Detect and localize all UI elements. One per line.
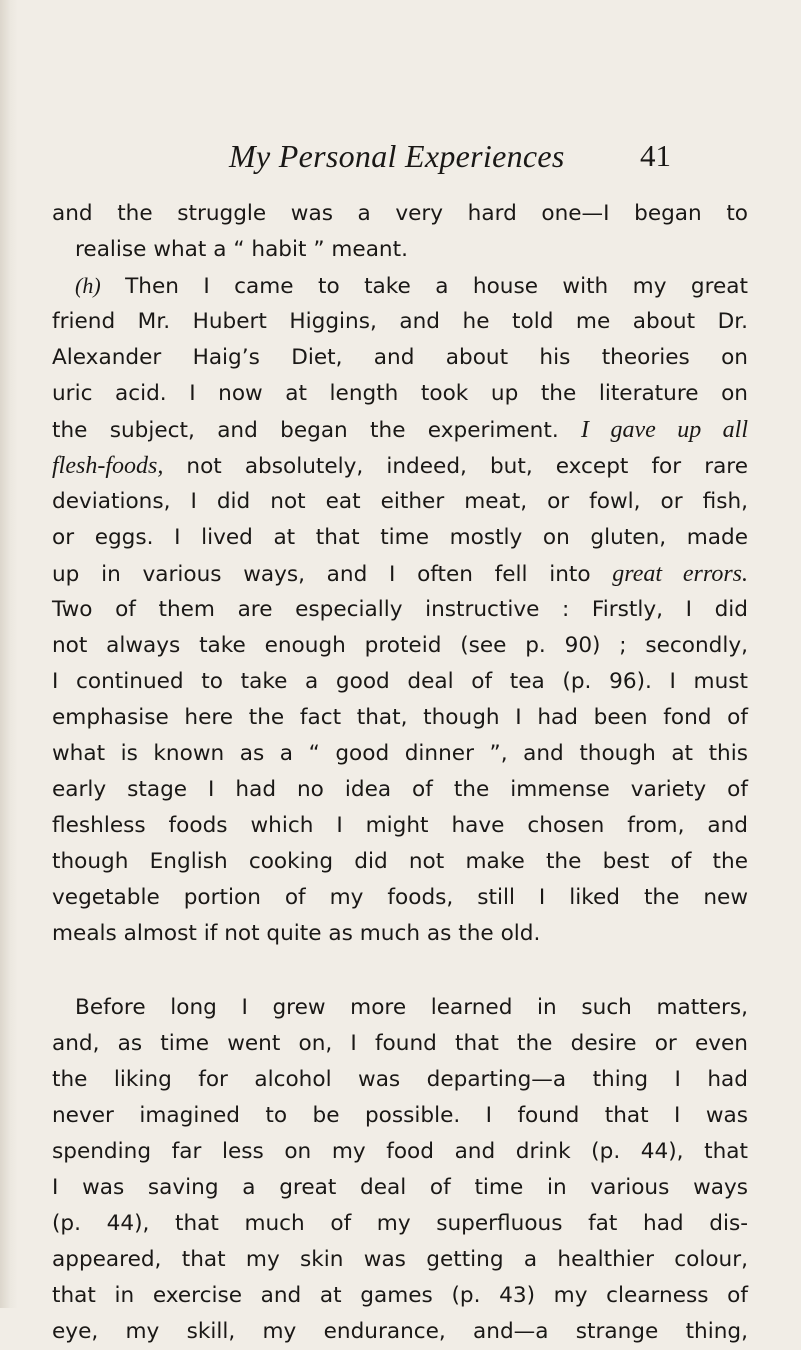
text-line: early stage I had no idea of the immense variety of bbox=[52, 777, 748, 802]
text-line: or eggs. I lived at that time mostly on gluten, made bbox=[52, 525, 748, 550]
text-line: I continued to take a good deal of tea (p. 96). I must bbox=[52, 669, 748, 694]
emphasis-text: flesh-foods, bbox=[52, 453, 164, 479]
paragraph-2 bbox=[52, 990, 748, 1350]
section-marker: (h) bbox=[75, 273, 101, 298]
text-line: Two of them are especially instructive : Firstly, I did bbox=[52, 597, 748, 622]
text-line bbox=[52, 556, 748, 592]
text-line: (p. 44), that much of my superfluous fat had dis- bbox=[52, 1211, 748, 1236]
text-line: deviations, I did not eat either meat, or fowl, or fish, bbox=[52, 489, 748, 514]
text-line: and, as time went on, I found that the desire or even bbox=[52, 1031, 748, 1056]
text-line-content: the subject, and began the experiment. bbox=[52, 418, 559, 443]
text-line: and the struggle was a very hard one—I began to bbox=[52, 201, 748, 226]
page-number: 41 bbox=[640, 138, 671, 173]
text-line: I was saving a great deal of time in various ways bbox=[52, 1175, 748, 1200]
text-line: Alexander Haig’s Diet, and about his theories on bbox=[52, 345, 748, 370]
text-line: what is known as a “ good dinner ”, and though at this bbox=[52, 741, 748, 766]
text-line: emphasise here the fact that, though I had been fond of bbox=[52, 705, 748, 730]
text-line: never imagined to be possible. I found that I was bbox=[52, 1103, 748, 1128]
text-line bbox=[52, 268, 748, 304]
text-line-content: realise what a “ habit ” meant. bbox=[75, 237, 408, 262]
text-line bbox=[52, 232, 748, 268]
paragraph-1 bbox=[52, 196, 748, 952]
body-text bbox=[52, 196, 748, 1350]
text-line bbox=[52, 990, 748, 1026]
text-line: eye, my skill, my endurance, and—a strange thing, bbox=[52, 1319, 748, 1344]
emphasis-text: I gave up all bbox=[581, 417, 748, 443]
text-line: friend Mr. Hubert Higgins, and he told me about Dr. bbox=[52, 309, 748, 334]
emphasis-text: great errors. bbox=[612, 561, 749, 587]
text-line bbox=[52, 412, 748, 448]
text-line: that in exercise and at games (p. 43) my clearness of bbox=[52, 1283, 748, 1308]
page-binding-edge bbox=[0, 0, 18, 1308]
text-line: not always take enough proteid (see p. 90) ; secondly, bbox=[52, 633, 748, 658]
text-line: the liking for alcohol was departing—a thing I had bbox=[52, 1067, 748, 1092]
text-line-content: up in various ways, and I often fell into bbox=[52, 562, 613, 587]
text-line: appeared, that my skin was getting a healthier colour, bbox=[52, 1247, 748, 1272]
text-line-content: Before long I grew more learned in such matters, bbox=[75, 995, 748, 1020]
page-header bbox=[0, 134, 801, 182]
text-line: though English cooking did not make the best of the bbox=[52, 849, 748, 874]
paragraph-gap bbox=[52, 952, 748, 990]
text-line: spending far less on my food and drink (p. 44), that bbox=[52, 1139, 748, 1164]
text-line bbox=[52, 448, 748, 484]
text-line: uric acid. I now at length took up the literature on bbox=[52, 381, 748, 406]
text-line: meals almost if not quite as much as the old. bbox=[52, 921, 541, 946]
text-line-content: Then I came to take a house with my great bbox=[100, 274, 748, 299]
text-line-content: not absolutely, indeed, but, except for rare bbox=[163, 454, 748, 479]
text-line: fleshless foods which I might have chosen from, and bbox=[52, 813, 748, 838]
text-line: vegetable portion of my foods, still I liked the new bbox=[52, 885, 748, 910]
running-head: My Personal Experiences bbox=[229, 138, 565, 174]
